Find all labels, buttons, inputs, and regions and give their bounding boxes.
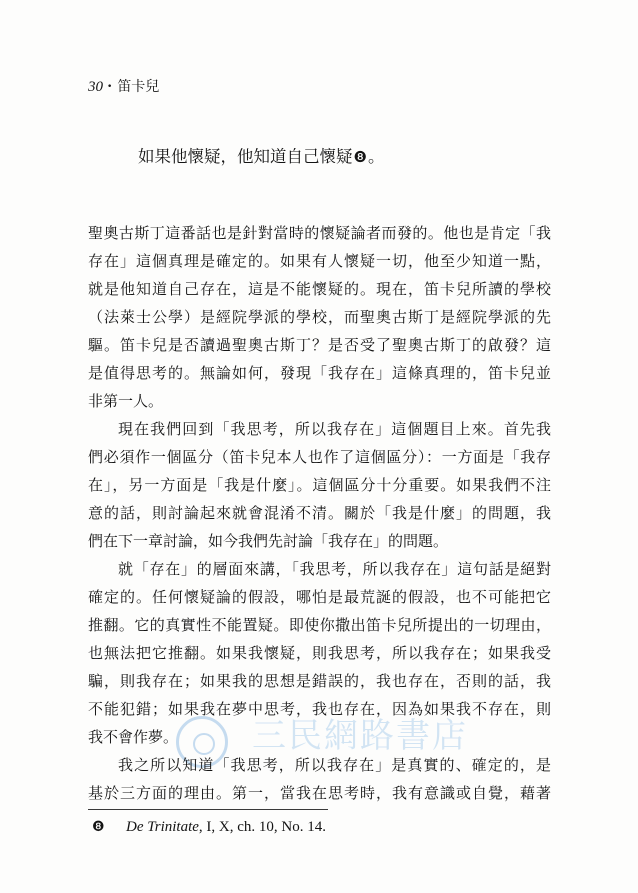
footnote-mark: ❽ [92,819,105,835]
text-line: 我不會作夢。 [88,728,179,746]
text-line: 也無法把它推翻。如果我懷疑，則我思考，所以我存在；如果我受 [88,644,551,662]
text-line: 基於三方面的理由。第一，當我在思考時，我有意識或自覺，藉著 [88,784,551,802]
text-line: 現在我們回到「我思考，所以我存在」這個題目上來。首先我 [118,420,551,438]
text-line: 們在下一章討論，如今我們先討論「我存在」的問題。 [88,532,449,550]
quote-text: 如果他懷疑，他知道自己懷疑 [138,147,353,166]
text-line: 確定的。任何懷疑論的假設，哪怕是最荒誕的假設，也不可能把它 [88,588,551,606]
text-line: 在」，另一方面是「我是什麼」。這個區分十分重要。如果我們不注 [88,476,551,494]
paragraph [88,751,551,807]
text-line: 聖奧古斯丁這番話也是針對當時的懷疑論者而發的。他也是肯定「我 [88,224,551,242]
footnote-rule [88,809,328,810]
footnote-citation: , I, X, ch. 10, No. 14. [198,819,326,835]
text-line: 就「存在」的層面來講，「我思考，所以我存在」這句話是絕對 [118,560,551,578]
text-line: 是值得思考的。無論如何，發現「我存在」這條真理的，笛卡兒並 [88,364,551,382]
body-text [88,219,551,807]
text-line: 推翻。它的真實性不能置疑。即使你撒出笛卡兒所提出的一切理由， [88,616,551,634]
text-line: 不能犯錯；如果我在夢中思考，我也存在，因為如果我不存在，則 [88,700,551,718]
text-line: 非第一人。 [88,392,164,410]
watermark-text: 三民網路書店 [252,716,468,756]
text-line: 就是他知道自己存在，這是不能懷疑的。現在，笛卡兒所讀的學校 [88,280,551,298]
quote-end-punctuation: 。 [367,147,385,166]
footnote-work-title: De Trinitate [126,819,199,835]
running-title: 笛卡兒 [117,79,160,95]
paragraph [88,415,551,555]
block-quote [138,144,384,170]
text-line: 意的話，則討論起來就會混淆不清。關於「我是什麼」的問題，我 [88,504,551,522]
footnote-reference: ❽ [353,148,367,166]
text-line: 存在」這個真理是確定的。如果有人懷疑一切，他至少知道一點， [88,252,551,270]
header-separator: • [107,82,113,92]
text-line: 騙，則我存在；如果我的思想是錯誤的，我也存在，否則的話，我 [88,672,551,690]
running-header [88,77,159,99]
text-line: 們必須作一個區分（笛卡兒本人也作了這個區分）：一方面是「我存 [88,448,551,466]
paragraph [88,219,551,415]
paragraph [88,555,551,751]
text-line: 驅。笛卡兒是否讀過聖奧古斯丁？是否受了聖奧古斯丁的啟發？這 [88,336,551,354]
text-line: 我之所以知道「我思考，所以我存在」是真實的、確定的，是 [118,756,551,774]
page-number: 30 [88,79,103,95]
text-line: （法萊士公學）是經院學派的學校，而聖奧古斯丁是經院學派的先 [88,308,551,326]
footnote [92,816,326,838]
